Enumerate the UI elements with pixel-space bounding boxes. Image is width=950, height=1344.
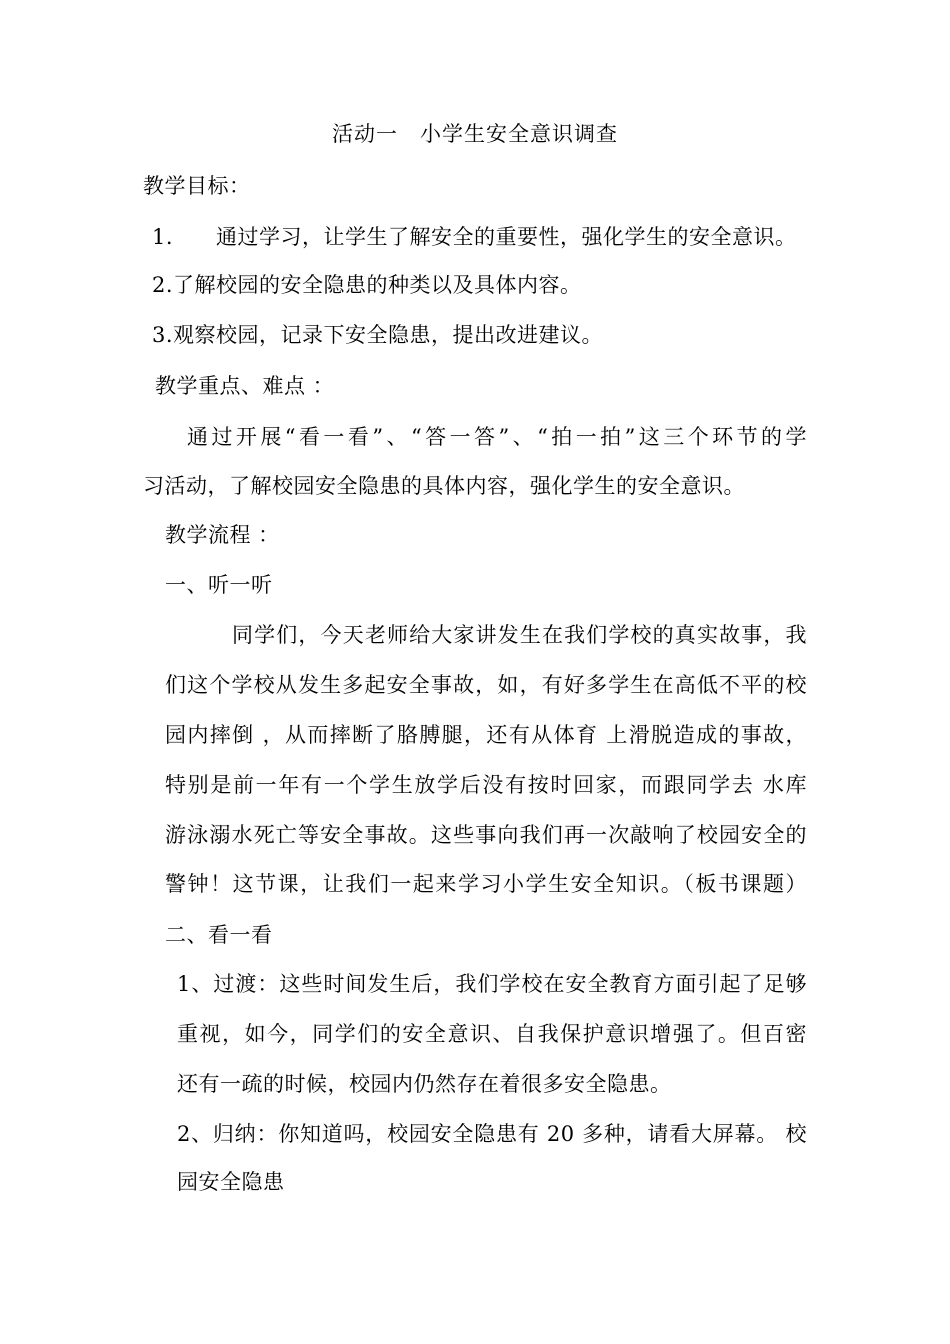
summary-line: 园安全隐患	[177, 1170, 285, 1194]
story-line: 同学们，今天老师给大家讲发生在我们学校的真实故事，我	[232, 623, 807, 647]
story-line: 警钟！这节课，让我们一起来学习小学生安全知识。（板书课题）	[165, 872, 807, 896]
key-points-line: 通过开展“看一看”、“答一答”、“拍一拍”这三个环节的学	[187, 425, 807, 449]
objective-item: 2.了解校园的安全隐患的种类以及具体内容。	[152, 273, 582, 297]
objective-item: 3.观察校园，记录下安全隐患，提出改进建议。	[152, 323, 604, 347]
process-heading: 教学流程 ：	[165, 523, 280, 547]
transition-line: 重视，如今，同学们的安全意识、自我保护意识增强了。但百密	[177, 1022, 807, 1046]
key-points-line: 习活动，了解校园安全隐患的具体内容，强化学生的安全意识。	[143, 474, 745, 498]
key-points-heading: 教学重点、难点 ：	[155, 374, 335, 398]
story-line: 园内摔倒 ，从而摔断了胳膊腿，还有从体育 上滑脱造成的事故，	[165, 723, 807, 747]
objectives-heading: 教学目标：	[143, 174, 251, 198]
document-title: 活动一 小学生安全意识调查	[332, 122, 618, 146]
objective-item: 1. 通过学习，让学生了解安全的重要性，强化学生的安全意识。	[152, 225, 797, 249]
story-line: 游泳溺水死亡等安全事故。这些事向我们再一次敲响了校园安全的	[165, 823, 807, 847]
section-heading-look: 二、看一看	[165, 923, 273, 947]
transition-line: 还有一疏的时候，校园内仍然存在着很多安全隐患。	[177, 1072, 672, 1096]
transition-line: 1、过渡：这些时间发生后，我们学校在安全教育方面引起了足够	[177, 972, 807, 996]
section-heading-listen: 一、听一听	[165, 573, 273, 597]
summary-line: 2、归纳：你知道吗，校园安全隐患有 20 多种，请看大屏幕。 校	[177, 1122, 807, 1146]
story-line: 特别是前一年有一个学生放学后没有按时回家，而跟同学去 水库	[165, 773, 807, 797]
story-line: 们这个学校从发生多起安全事故，如，有好多学生在高低不平的校	[165, 673, 807, 697]
